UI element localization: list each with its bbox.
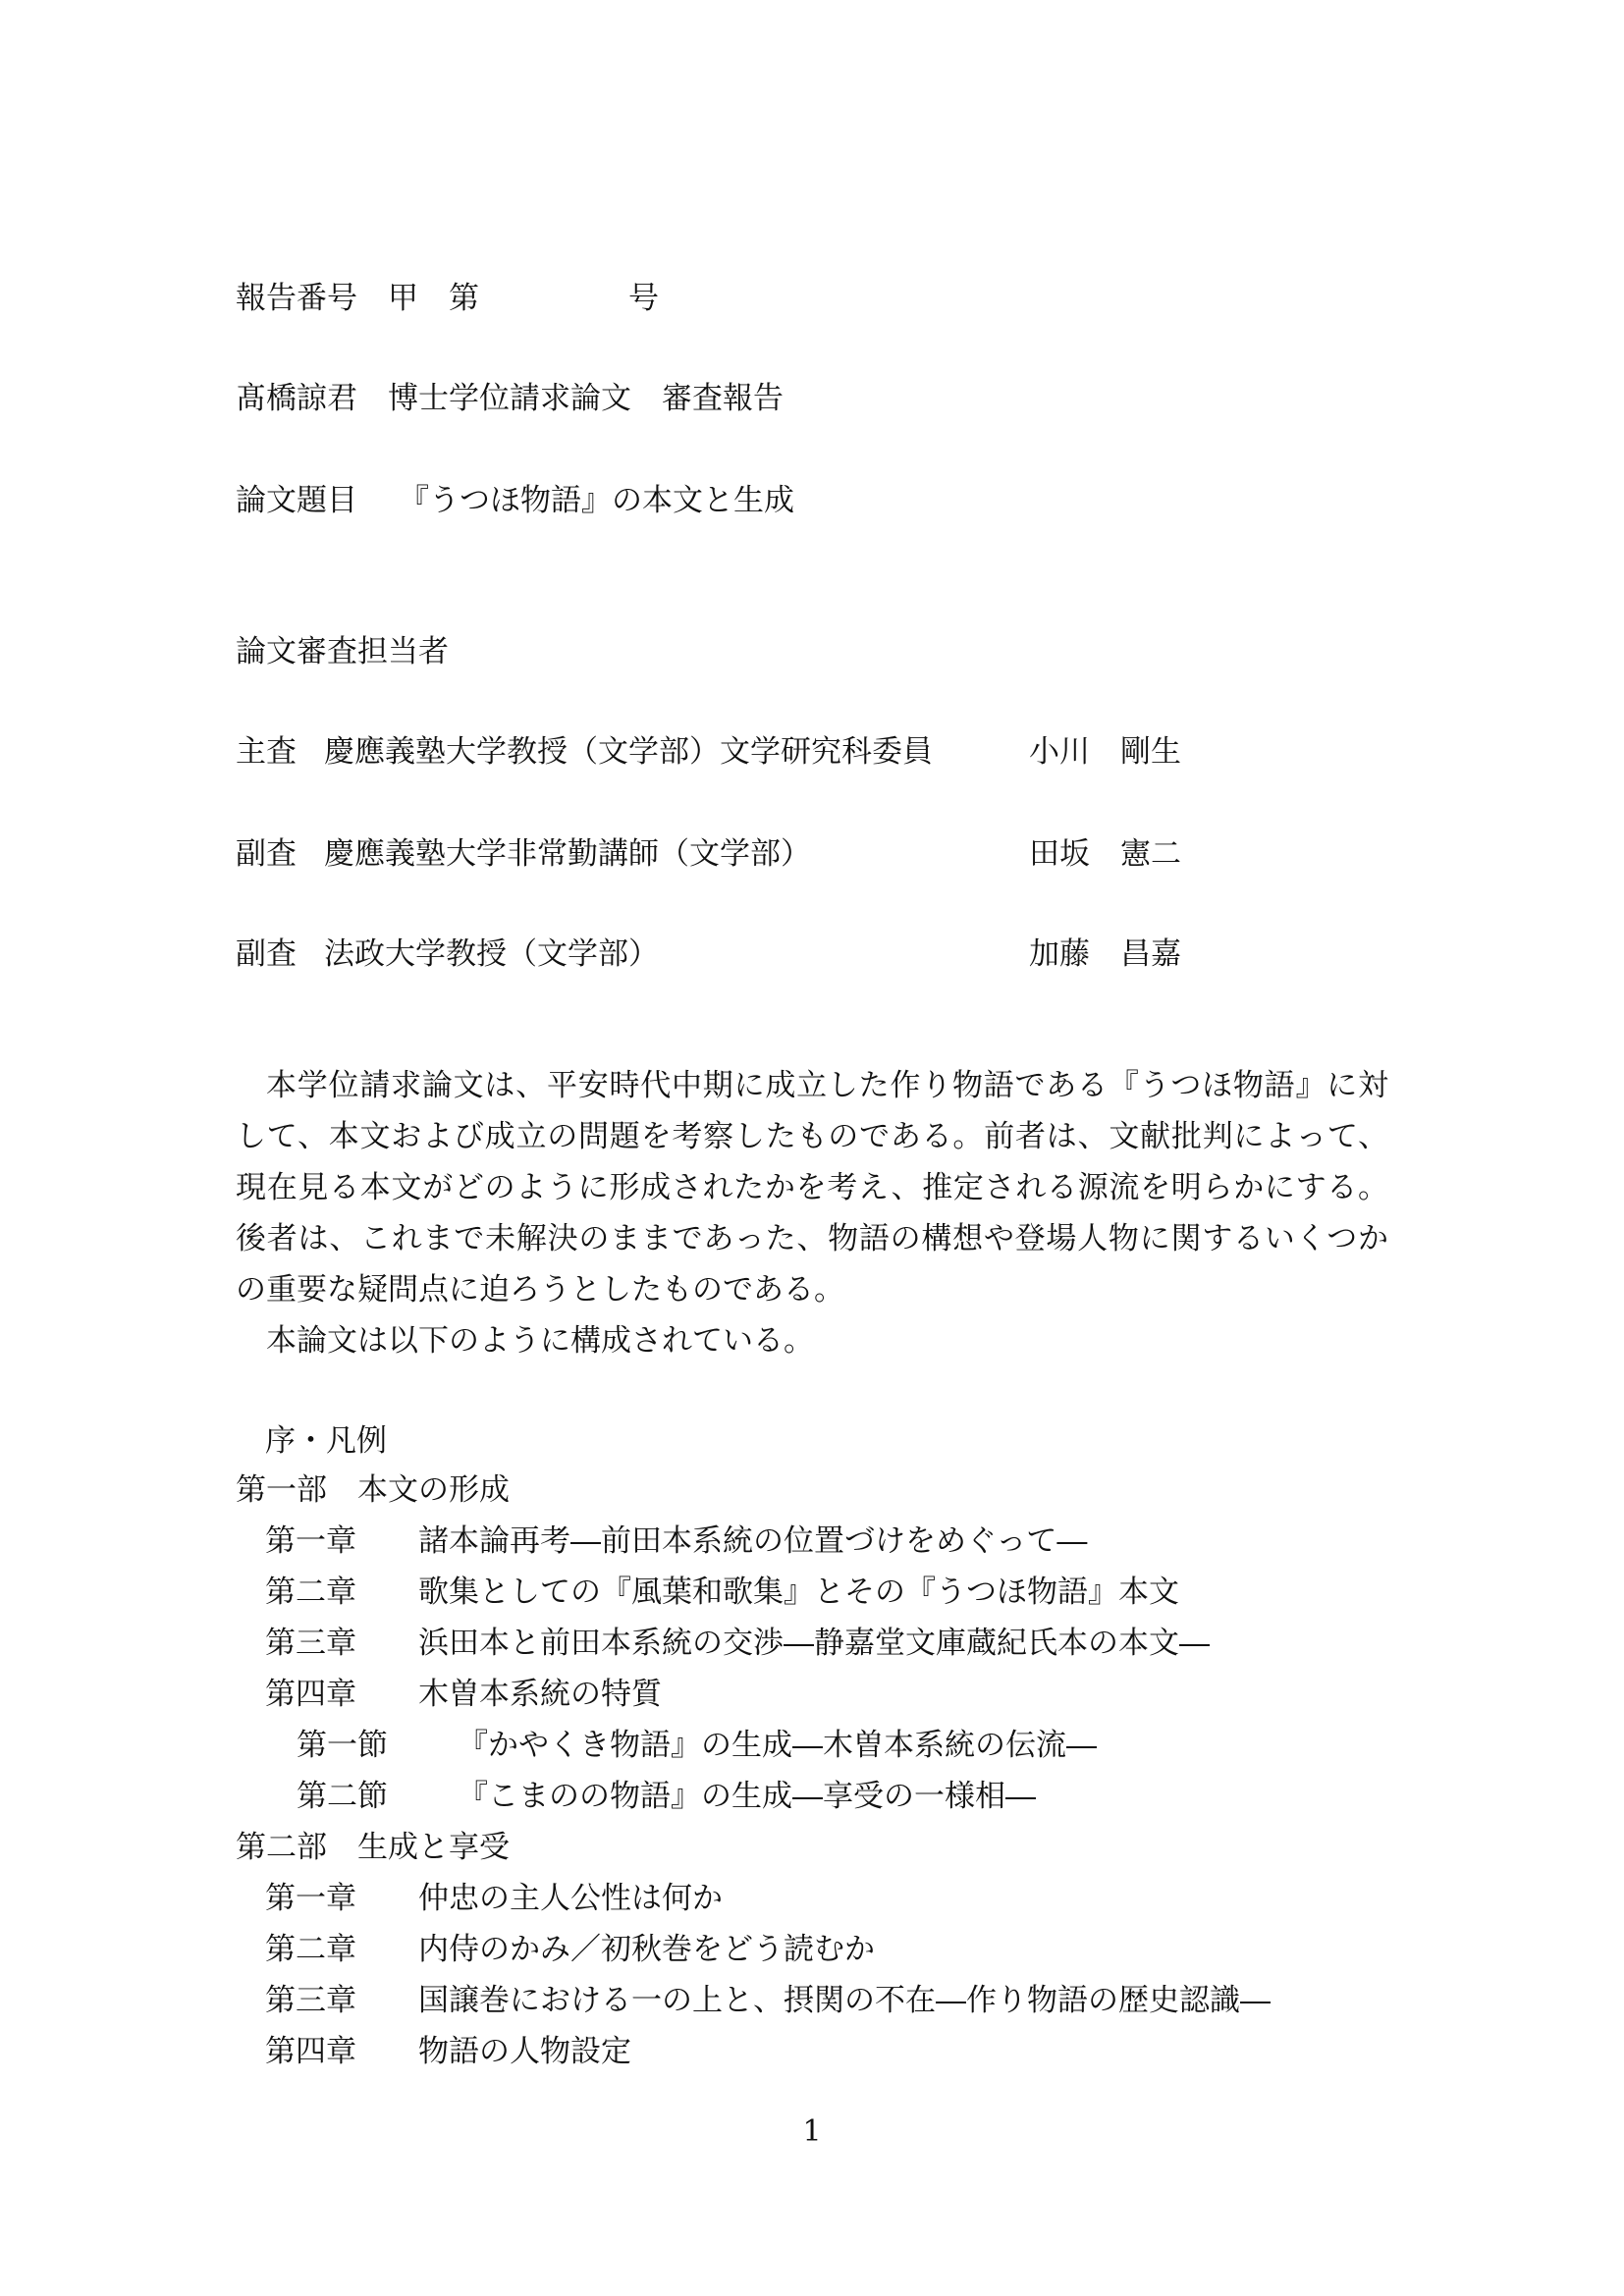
toc-section-label: 第二節: [297, 1779, 388, 1814]
toc-chapter-label: 第二章: [265, 1575, 356, 1610]
toc-chapter-label: 第四章: [265, 2034, 356, 2069]
examiner-affiliation: 法政大学教授（文学部）: [324, 936, 659, 972]
toc-section: [297, 1726, 1097, 1765]
examiner-row: [236, 732, 1181, 772]
toc-chapter-label: 第四章: [265, 1677, 356, 1712]
toc-section-title: 『こまのの物語』の生成―享受の一様相―: [458, 1779, 1036, 1814]
toc-chapter: [265, 1624, 1210, 1663]
toc-chapter-label: 第一章: [265, 1881, 356, 1916]
toc-part-heading: 第一部 本文の形成: [236, 1472, 510, 1508]
toc-chapter-title: 諸本論再考―前田本系統の位置づけをめぐって―: [418, 1523, 1088, 1559]
toc-chapter: [265, 1930, 875, 1969]
toc-chapter-label: 第二章: [265, 1932, 356, 1967]
toc-chapter-label: 第一章: [265, 1523, 356, 1559]
report-number-line: [236, 279, 659, 318]
examiner-row: [236, 934, 1181, 974]
toc-section-label: 第一節: [297, 1728, 388, 1763]
toc-chapter: [265, 2032, 631, 2071]
report-number-suffix: 号: [628, 281, 659, 316]
thesis-title-label: 論文題目: [236, 483, 357, 518]
examiner-role: 副査: [236, 936, 297, 972]
toc-chapter: [265, 1675, 662, 1714]
toc-chapter-title: 仲忠の主人公性は何か: [418, 1881, 723, 1916]
examiner-role: 主査: [236, 734, 297, 770]
examiner-affiliation: 慶應義塾大学教授（文学部）文学研究科委員: [324, 734, 933, 770]
toc-chapter-label: 第三章: [265, 1626, 356, 1661]
toc-chapter: [265, 1522, 1088, 1561]
thesis-title: 『うつほ物語』の本文と生成: [399, 483, 794, 518]
thesis-title-line: [236, 481, 794, 520]
examiner-name: 小川 剛生: [1029, 734, 1181, 770]
toc-chapter-label: 第三章: [265, 1983, 356, 2018]
toc-chapter-title: 内侍のかみ／初秋巻をどう読むか: [418, 1932, 875, 1967]
examiners-heading: 論文審査担当者: [236, 634, 449, 669]
toc-section: [297, 1777, 1036, 1816]
toc-chapter-title: 木曽本系統の特質: [418, 1677, 662, 1712]
examiner-role: 副査: [236, 836, 297, 872]
toc-chapter-title: 浜田本と前田本系統の交渉―静嘉堂文庫蔵紀氏本の本文―: [418, 1626, 1210, 1661]
toc-part-heading: 第二部 生成と享受: [236, 1830, 510, 1865]
toc-preface: 序・凡例: [265, 1423, 387, 1459]
examiner-name: 加藤 昌嘉: [1029, 936, 1181, 972]
toc-chapter-title: 歌集としての『風葉和歌集』とその『うつほ物語』本文: [418, 1575, 1179, 1610]
page-number: 1: [802, 2114, 822, 2149]
examiner-row: [236, 834, 1181, 874]
toc-chapter-title: 物語の人物設定: [418, 2034, 631, 2069]
examiner-affiliation: 慶應義塾大学非常勤講師（文学部）: [324, 836, 811, 872]
summary-paragraph: 本学位請求論文は、平安時代中期に成立した作り物語である『うつほ物語』に対して、本文および成立の問題を考察したものである。前者は、文献批判によって、現在見る本文がどのように形成されたかを考え、推定される源流を明らかにする。後者は、これまで未解決のままであった、物語の構想や登場人物に関するいくつかの重要な疑問点に迫ろうとしたものである。: [236, 1068, 1388, 1308]
report-number-label: 報告番号 甲 第: [236, 281, 479, 316]
toc-chapter: [265, 1981, 1271, 2020]
candidate-line: 髙橋諒君 博士学位請求論文 審査報告: [236, 381, 784, 416]
toc-chapter-title: 国譲巻における一の上と、摂関の不在―作り物語の歴史認識―: [418, 1983, 1271, 2018]
structure-intro-paragraph: 本論文は以下のように構成されている。: [266, 1323, 814, 1359]
examiner-name: 田坂 憲二: [1029, 836, 1181, 872]
toc-chapter: [265, 1573, 1179, 1612]
toc-chapter: [265, 1879, 723, 1918]
toc-section-title: 『かやくき物語』の生成―木曽本系統の伝流―: [458, 1728, 1097, 1763]
